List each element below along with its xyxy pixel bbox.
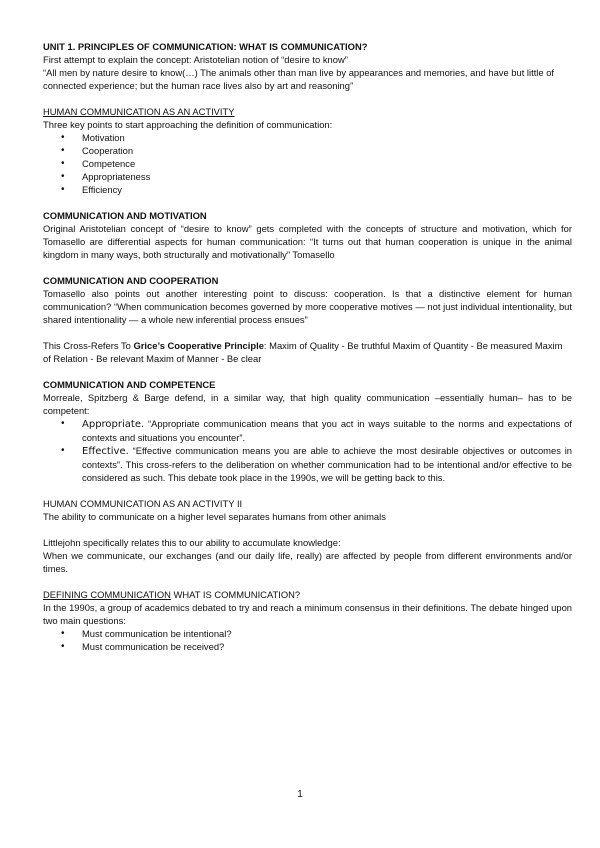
intro-line: First attempt to explain the concept: Aristotelian notion of “desire to know”: [43, 54, 348, 65]
list-item: • Effective. “Effective communication means you are able to achieve the most desirable objectives or outcomes in contexts”. This cross-refers to the deliberation on whether communication had to be intentional and/or effective to be considered as such. This debate took place in the 1990s, we will be getting back to this.: [61, 445, 572, 483]
grice-paragraph: This Cross-Refers To Grice’s Cooperative Principle: Maxim of Quality - Be truthful Maxim of Quantity - Be measured Maxim of Relation - Be relevant Maxim of Manner - Be clear: [43, 340, 563, 364]
bullet-icon: •: [61, 184, 65, 195]
bullet-icon: •: [61, 145, 65, 156]
competence-text: Morreale, Spitzberg & Barge defend, in a similar way, that high quality communication –essentially human– has to be competent:: [43, 392, 572, 416]
document-page: [43, 40, 572, 653]
motivation-text: Original Aristotelian concept of “desire to know” gets completed with the concepts of structure and motivation, which for Tomasello are differential aspects for human communication: “It turns out that human cooperation is unique in the animal kingdom in many ways, both structurally and motivationally” Tomasello: [43, 223, 572, 260]
bullet-icon: •: [61, 445, 65, 456]
bullet-icon: •: [61, 171, 65, 182]
competence-list: [43, 417, 572, 484]
questions-list: [43, 627, 572, 653]
littlejohn-line: Littlejohn specifically relates this to our ability to accumulate knowledge:: [43, 537, 341, 548]
bullet-icon: •: [61, 418, 65, 429]
activity-intro: Three key points to start approaching the definition of communication:: [43, 119, 333, 130]
cooperation-heading: COMMUNICATION AND COOPERATION: [43, 275, 219, 286]
motivation-heading: COMMUNICATION AND MOTIVATION: [43, 210, 207, 221]
bullet-icon: •: [61, 158, 65, 169]
competence-heading: COMMUNICATION AND COMPETENCE: [43, 379, 216, 390]
activity-heading: HUMAN COMMUNICATION AS AN ACTIVITY: [43, 106, 235, 117]
list-item: • Appropriateness: [61, 171, 151, 182]
defining-heading: DEFINING COMMUNICATION WHAT IS COMMUNICATION?: [43, 589, 301, 600]
list-item: • Must communication be intentional?: [61, 628, 232, 639]
activity2-heading: HUMAN COMMUNICATION AS AN ACTIVITY II: [43, 498, 243, 509]
grice-principle: Grice’s Cooperative Principle: [133, 340, 264, 351]
list-item: • Motivation: [61, 132, 125, 143]
appropriate-term: Appropriate.: [82, 419, 145, 430]
intro-quote: “All men by nature desire to know(…) The animals other than man live by appearances and memories, and have but little of connected experience; but the human race lives also by art and reasoning”: [43, 67, 555, 91]
bullet-icon: •: [61, 628, 65, 639]
list-item: • Competence: [61, 158, 136, 169]
list-item: • Appropriate. “Appropriate communication means that you act in ways suitable to the norms and expectations of contexts and situations you encounter”.: [61, 418, 572, 443]
effective-term: Effective.: [82, 446, 129, 457]
cooperation-text: Tomasello also points out another interesting point to discuss: cooperation. Is that a distinctive element for human communication? “When communication becomes governed by more cooperative motives — not just individual intentionality, but shared intentionality — a whole new inferential process ensues”: [43, 288, 572, 325]
bullet-icon: •: [61, 641, 65, 652]
littlejohn-text: When we communicate, our exchanges (and our daily life, really) are affected by people from different environments and/or times.: [43, 550, 572, 574]
list-item: • Must communication be received?: [61, 641, 225, 652]
page-number: 1: [297, 789, 303, 800]
activity2-text: The ability to communicate on a higher level separates humans from other animals: [43, 511, 386, 522]
defining-text: In the 1990s, a group of academics debated to try and reach a minimum consensus in their definitions. The debate hinged upon two main questions:: [43, 602, 572, 626]
key-points-list: [43, 131, 572, 196]
bullet-icon: •: [61, 132, 65, 143]
unit-title: UNIT 1. PRINCIPLES OF COMMUNICATION: WHAT IS COMMUNICATION?: [43, 41, 368, 52]
list-item: • Efficiency: [61, 184, 122, 195]
list-item: • Cooperation: [61, 145, 134, 156]
